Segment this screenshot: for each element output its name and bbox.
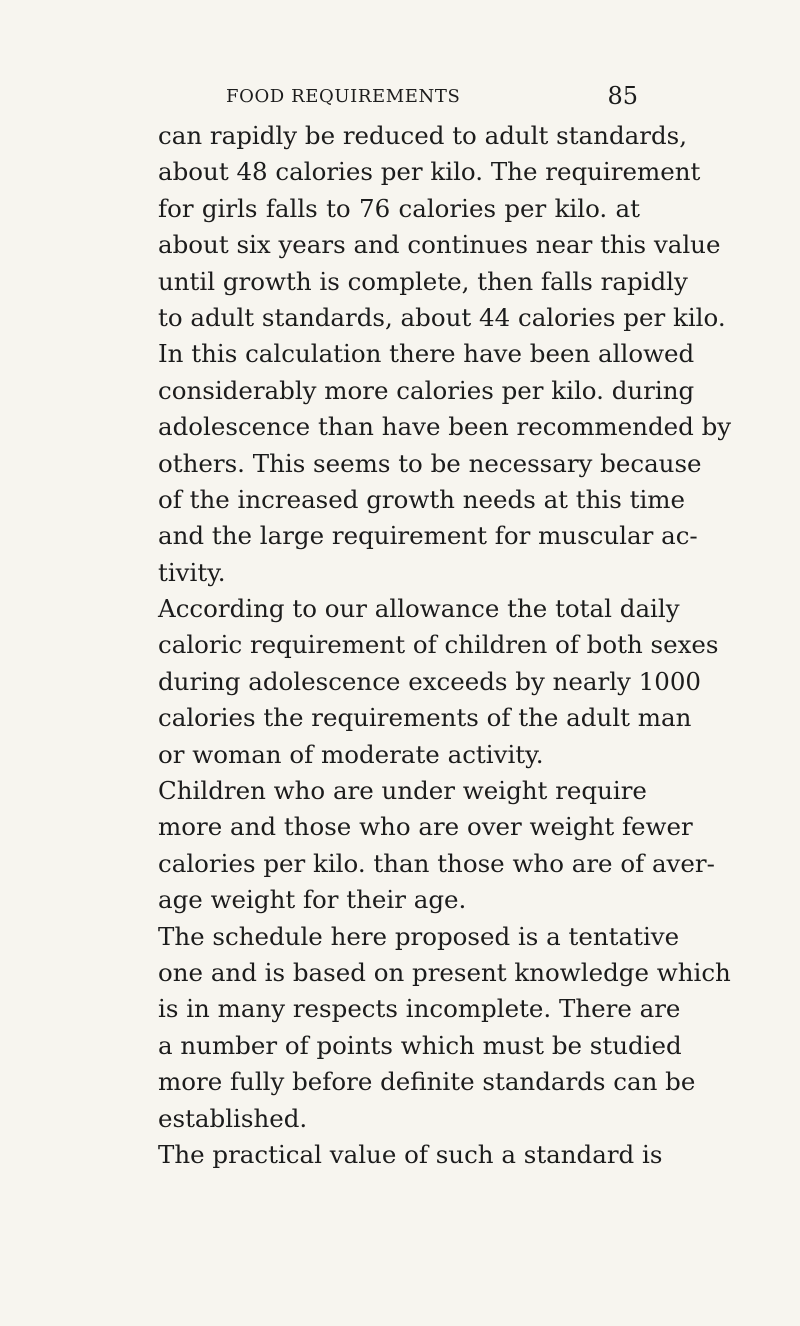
text-line: more and those who are over weight fewer	[158, 812, 693, 842]
text-line: during adolescence exceeds by nearly 1000	[158, 666, 702, 696]
text-line: and the large requirement for muscular ac-	[158, 521, 698, 551]
text-line: The practical value of such a standard is	[158, 1139, 663, 1169]
text-line: Children who are under weight require	[158, 776, 647, 806]
text-line: According to our allowance the total daily	[158, 594, 680, 624]
text-line: calories per kilo. than those who are of aver-	[158, 848, 715, 878]
text-line: tivity.	[158, 557, 226, 587]
text-line: until growth is complete, then falls rapidly	[158, 266, 688, 296]
text-line: The schedule here proposed is a tentative	[158, 921, 680, 951]
text-line: others. This seems to be necessary because	[158, 448, 702, 478]
text-line: about 48 calories per kilo. The requirement	[158, 157, 701, 187]
text-line: considerably more calories per kilo. during	[158, 375, 695, 405]
text-line: or woman of moderate activity.	[158, 739, 544, 769]
text-line: can rapidly be reduced to adult standards,	[158, 121, 687, 150]
running-title: FOOD REQUIREMENTS	[226, 86, 461, 107]
text-line: about six years and continues near this value	[158, 230, 721, 260]
text-line: is in many respects incomplete. There are	[158, 994, 681, 1024]
text-line: of the increased growth needs at this time	[158, 484, 686, 514]
page-number: 85	[607, 82, 638, 110]
text-line: a number of points which must be studied	[158, 1030, 682, 1060]
text-line: caloric requirement of children of both sexes	[158, 630, 719, 660]
text-line: one and is based on present knowledge which	[158, 957, 731, 987]
text-line: calories the requirements of the adult man	[158, 703, 692, 733]
text-line: In this calculation there have been allowed	[158, 339, 695, 369]
text-line: to adult standards, about 44 calories per kilo.	[158, 302, 726, 332]
text-line: established.	[158, 1103, 308, 1133]
text-line: more fully before definite standards can be	[158, 1067, 696, 1097]
text-line: for girls falls to 76 calories per kilo. at	[158, 193, 640, 223]
text-line: age weight for their age.	[158, 885, 467, 915]
text-line: adolescence than have been recommended by	[158, 412, 732, 442]
body-text	[158, 118, 732, 1173]
